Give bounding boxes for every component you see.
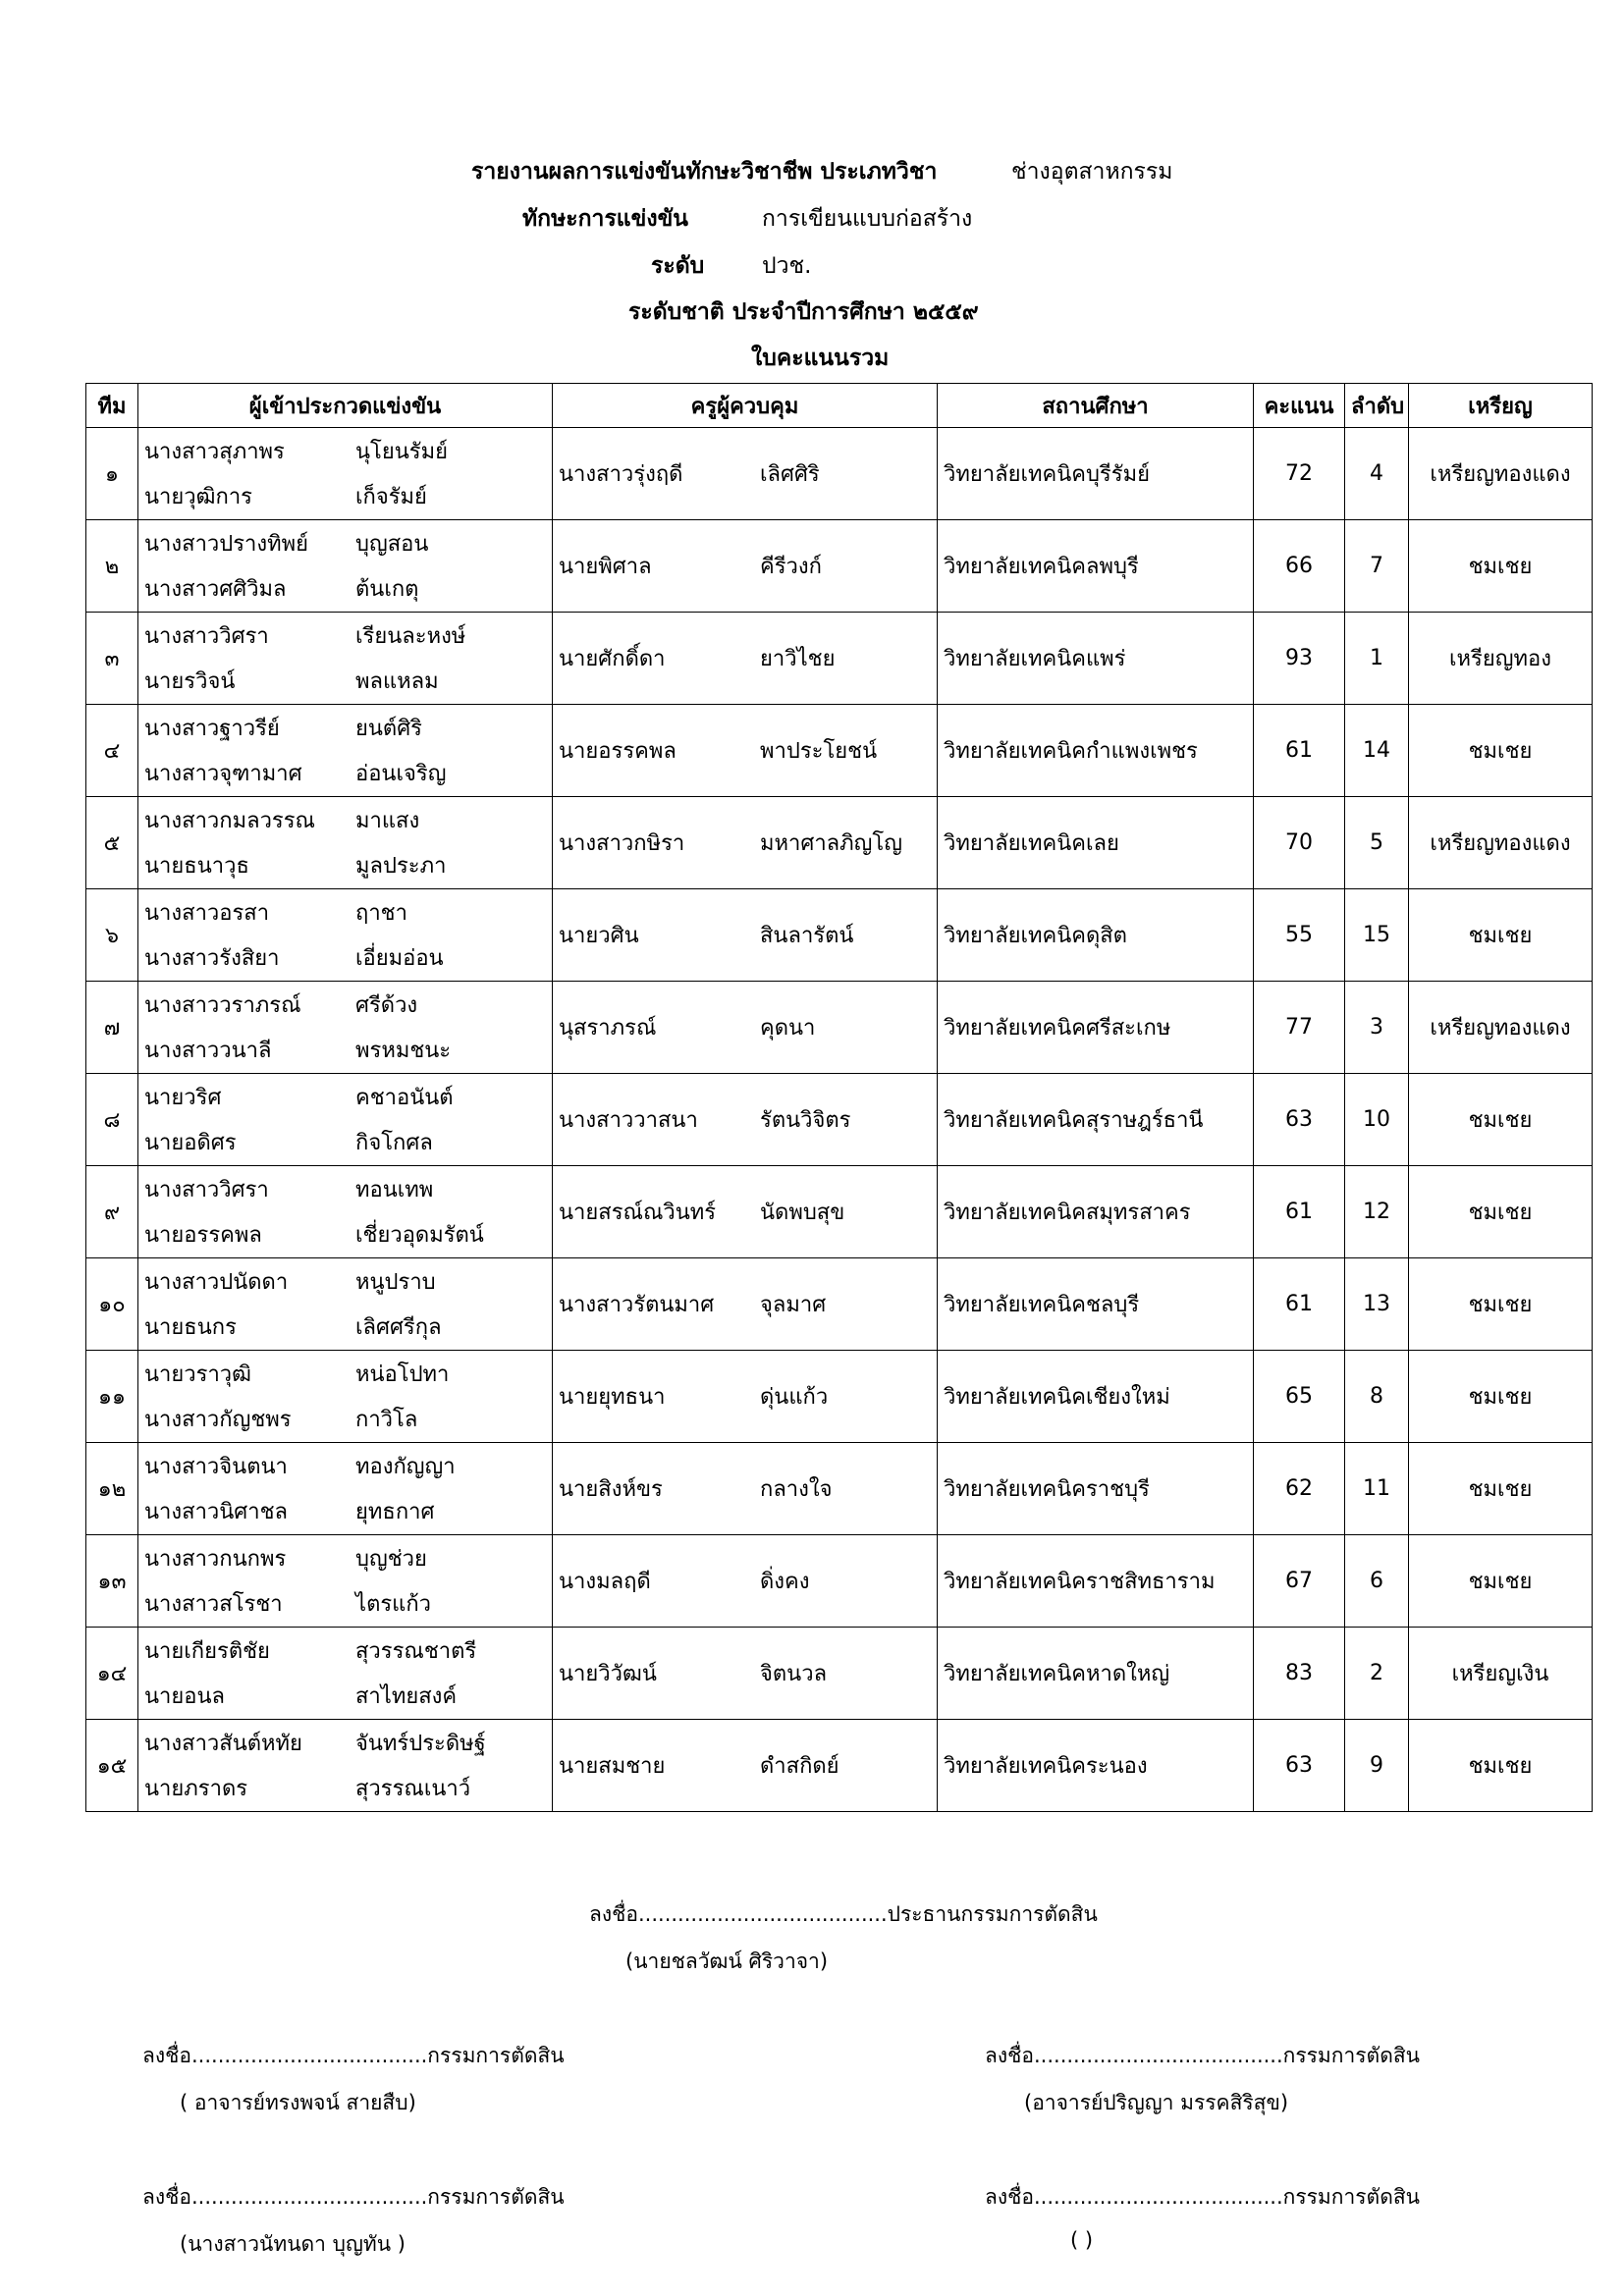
contestant-1-last-name: มาแสง [355,808,420,833]
school-cell: วิทยาลัยเทคนิคศรีสะเกษ [938,982,1254,1074]
table-row [86,520,1593,613]
school-cell: วิทยาลัยเทคนิคระนอง [938,1720,1254,1812]
rank-cell: 3 [1345,982,1409,1074]
contestant-1-first-name: นางสาววราภรณ์ [144,992,301,1018]
teacher-last-name: เลิศศิริ [760,462,820,487]
contestant-2-last-name: พลแหลม [355,669,439,695]
contestant-2 [144,1217,546,1252]
school-cell: วิทยาลัยเทคนิคสุราษฎร์ธานี [938,1074,1254,1166]
contestant-2-first-name: นายวุฒิการ [144,485,252,510]
contestants-cell [138,1351,553,1443]
school-cell: วิทยาลัยเทคนิคลพบุรี [938,520,1254,613]
contestant-1 [144,1264,546,1299]
rank-cell: 13 [1345,1258,1409,1351]
team-number: ๑ [86,428,138,520]
teacher-first-name: นายศักดิ์ดา [559,647,666,671]
score-cell: 70 [1254,797,1345,889]
team-number: ๑๓ [86,1535,138,1628]
teacher-cell [553,1443,938,1535]
judge2-signature-line: ลงชื่อ......................................กรรมการตัดสิน [985,2044,1420,2067]
teacher-first-name: นางสาวรัตนมาศ [559,1293,715,1317]
teacher-first-name: นายสมชาย [559,1754,666,1779]
teacher-cell [553,520,938,613]
chair-name: (นายชลวัฒน์ ศิริวาจา) [625,1949,829,1973]
team-number: ๙ [86,1166,138,1258]
contestants-cell [138,1720,553,1812]
rank-cell: 2 [1345,1628,1409,1720]
contestant-1-last-name: หน่อโปทา [355,1362,450,1387]
contestants-cell [138,1535,553,1628]
medal-cell: ชมเชย [1409,889,1593,982]
contestants-cell [138,1074,553,1166]
table-row [86,705,1593,797]
teacher-cell [553,1166,938,1258]
contestant-2-last-name: กิจโกศล [355,1131,433,1156]
chair-signature-line: ลงชื่อ......................................ประธานกรรมการตัดสิน [589,1902,1098,1926]
contestant-1 [144,895,546,930]
contestant-2-last-name: ต้นเกตุ [355,577,419,603]
school-cell: วิทยาลัยเทคนิคดุสิต [938,889,1254,982]
contestant-1-first-name: นางสาวฐาวรีย์ [144,716,280,741]
judge4-name: ( ) [1070,2228,1094,2252]
team-number: ๑๐ [86,1258,138,1351]
teacher-last-name: ยาวิไชย [760,647,836,671]
judge3-name: (นางสาวนัทนดา บุญทัน ) [180,2232,406,2256]
contestant-2-last-name: เก็จรัมย์ [355,485,427,510]
header-contestants: ผู้เข้าประกวดแข่งขัน [138,384,553,428]
contestant-2-last-name: เชี่ยวอุดมรัตน์ [355,1223,484,1249]
score-cell: 93 [1254,613,1345,705]
header-teacher: ครูผู้ควบคุม [553,384,938,428]
team-number: ๑๑ [86,1351,138,1443]
teacher-first-name: นายวิวัฒน์ [559,1662,657,1686]
medal-cell: เหรียญเงิน [1409,1628,1593,1720]
contestant-1-first-name: นางสาววิศรา [144,623,269,649]
contestant-2 [144,1586,546,1621]
teacher-last-name: จุลมาศ [760,1293,827,1317]
team-number: ๗ [86,982,138,1074]
contestant-1 [144,1726,546,1760]
contestant-1-first-name: นางสาวปนัดดา [144,1269,289,1295]
rank-cell: 9 [1345,1720,1409,1812]
rank-cell: 10 [1345,1074,1409,1166]
teacher-first-name: นางสาวกษิรา [559,831,685,856]
contestant-1-first-name: นายเกียรติชัย [144,1638,270,1664]
report-title: รายงานผลการแข่งขันทักษะวิชาชีพ ประเภทวิชา [471,159,938,185]
contestant-1-last-name: ศรีด้วง [355,992,418,1018]
rank-cell: 14 [1345,705,1409,797]
level-value: ปวช. [762,253,812,279]
table-row [86,1351,1593,1443]
table-row [86,1443,1593,1535]
contestant-2 [144,1033,546,1067]
contestant-2-last-name: สาไทยสงค์ [355,1684,458,1710]
header-rank: ลำดับ [1345,384,1409,428]
rank-cell: 1 [1345,613,1409,705]
rank-cell: 12 [1345,1166,1409,1258]
contestant-1-first-name: นางสาวกมลวรรณ [144,808,315,833]
contestant-1 [144,988,546,1022]
contestant-1-first-name: นางสาววิศรา [144,1177,269,1202]
teacher-last-name: กลางใจ [760,1477,833,1502]
score-cell: 62 [1254,1443,1345,1535]
contestant-2-first-name: นายรวิจน์ [144,669,236,695]
teacher-cell [553,982,938,1074]
medal-cell: ชมเชย [1409,1074,1593,1166]
contestant-2 [144,1309,546,1344]
teacher-first-name: นายอรรคพล [559,739,677,764]
score-cell: 61 [1254,1166,1345,1258]
medal-cell: เหรียญทอง [1409,613,1593,705]
contestant-2 [144,479,546,513]
contestant-1-last-name: จันทร์ประดิษฐ์ [355,1731,486,1756]
report-category: ช่างอุตสาหกรรม [1011,159,1173,185]
contestant-2-last-name: สุวรรณเนาว์ [355,1777,471,1802]
rank-cell: 8 [1345,1351,1409,1443]
contestant-2-last-name: ไตรแก้ว [355,1592,432,1618]
contestant-2 [144,664,546,698]
teacher-last-name: ดิ่งคง [760,1570,810,1594]
contestant-2 [144,756,546,790]
contestant-1-first-name: นางสาวปรางทิพย์ [144,531,309,557]
rank-cell: 11 [1345,1443,1409,1535]
contestants-cell [138,1443,553,1535]
contestants-cell [138,613,553,705]
teacher-cell [553,1351,938,1443]
header-medal: เหรียญ [1409,384,1593,428]
teacher-cell [553,1258,938,1351]
contestant-1-last-name: ทอนเทพ [355,1177,434,1202]
school-cell: วิทยาลัยเทคนิคชลบุรี [938,1258,1254,1351]
score-cell: 66 [1254,520,1345,613]
teacher-last-name: จิตนวล [760,1662,828,1686]
team-number: ๑๔ [86,1628,138,1720]
teacher-first-name: นายสรณ์ณวินทร์ [559,1201,717,1225]
teacher-cell [553,1535,938,1628]
teacher-last-name: สินลารัตน์ [760,924,854,948]
team-number: ๓ [86,613,138,705]
judge3-signature-line: ลงชื่อ....................................กรรมการตัดสิน [142,2185,565,2209]
contestant-1 [144,1357,546,1391]
contestant-1-last-name: หนูปราบ [355,1269,436,1295]
rank-cell: 6 [1345,1535,1409,1628]
teacher-last-name: รัตนวิจิตร [760,1108,851,1133]
skill-value: การเขียนแบบก่อสร้าง [762,206,973,232]
table-row [86,889,1593,982]
teacher-first-name: นายพิศาล [559,555,652,579]
score-cell: 63 [1254,1074,1345,1166]
medal-cell: ชมเชย [1409,1443,1593,1535]
teacher-last-name: ดุ่นแก้ว [760,1385,829,1410]
contestant-2-first-name: นายอดิศร [144,1131,237,1156]
contestant-2-last-name: พรหมชนะ [355,1039,452,1064]
contestant-1-first-name: นายวริศ [144,1085,222,1110]
contestant-2-first-name: นายอนล [144,1684,226,1710]
table-row [86,1535,1593,1628]
contestant-1-first-name: นายวราวุฒิ [144,1362,252,1387]
contestant-2 [144,571,546,606]
teacher-cell [553,1628,938,1720]
contestant-1 [144,711,546,745]
score-cell: 61 [1254,1258,1345,1351]
teacher-last-name: ดำสกิดย์ [760,1754,839,1779]
school-cell: วิทยาลัยเทคนิคสมุทรสาคร [938,1166,1254,1258]
judge4-signature-line: ลงชื่อ......................................กรรมการตัดสิน [985,2185,1420,2209]
teacher-first-name: นายวศิน [559,924,639,948]
contestant-2-first-name: นางสาวจุฑามาศ [144,762,302,787]
contestant-1-last-name: นุโยนรัมย์ [355,439,448,464]
table-row [86,428,1593,520]
skill-label: ทักษะการแข่งขัน [522,206,689,232]
team-number: ๕ [86,797,138,889]
team-number: ๒ [86,520,138,613]
table-row [86,797,1593,889]
contestant-1 [144,618,546,653]
judge2-name: (อาจารย์ปริญญา มรรคสิริสุข) [1024,2091,1289,2114]
teacher-cell [553,705,938,797]
contestant-2-first-name: นายธนาวุธ [144,854,249,880]
teacher-first-name: นุสราภรณ์ [559,1016,657,1041]
teacher-cell [553,613,938,705]
contestant-2-last-name: ยุทธกาศ [355,1500,435,1525]
contestants-cell [138,1258,553,1351]
contestants-cell [138,889,553,982]
table-row [86,1258,1593,1351]
teacher-first-name: นางสาวรุ่งฤดี [559,462,683,487]
medal-cell: ชมเชย [1409,1351,1593,1443]
contestant-1-last-name: คชาอนันต์ [355,1085,454,1110]
contestant-2-last-name: อ่อนเจริญ [355,762,447,787]
contestants-cell [138,1628,553,1720]
contestant-1-last-name: บุญช่วย [355,1546,427,1572]
school-cell: วิทยาลัยเทคนิคราชบุรี [938,1443,1254,1535]
score-cell: 61 [1254,705,1345,797]
medal-cell: ชมเชย [1409,1258,1593,1351]
score-cell: 55 [1254,889,1345,982]
contestants-cell [138,982,553,1074]
rank-cell: 5 [1345,797,1409,889]
contestant-1 [144,1080,546,1114]
teacher-cell [553,797,938,889]
contestants-cell [138,705,553,797]
medal-cell: ชมเชย [1409,1535,1593,1628]
school-cell: วิทยาลัยเทคนิคแพร่ [938,613,1254,705]
table-row [86,1166,1593,1258]
contestants-cell [138,797,553,889]
contestant-2-first-name: นางสาวศศิวิมล [144,577,287,603]
contestant-1 [144,1541,546,1575]
contestant-2-first-name: นางสาวกัญชพร [144,1408,292,1433]
score-cell: 83 [1254,1628,1345,1720]
contestant-1 [144,1633,546,1668]
team-number: ๑๕ [86,1720,138,1812]
contestant-2-first-name: นางสาวสโรชา [144,1592,283,1618]
contestant-2 [144,940,546,975]
teacher-last-name: คุดนา [760,1016,816,1041]
contestant-1-last-name: ยนต์ศิริ [355,716,422,741]
rank-cell: 7 [1345,520,1409,613]
contestants-cell [138,520,553,613]
contestant-2-first-name: นายธนกร [144,1315,237,1341]
contestant-2-last-name: เลิศศรีกุล [355,1315,442,1341]
table-row [86,982,1593,1074]
table-row [86,1074,1593,1166]
contestant-2-last-name: กาวิโล [355,1408,418,1433]
judge1-signature-line: ลงชื่อ....................................กรรมการตัดสิน [142,2044,565,2067]
teacher-last-name: คีรีวงก์ [760,555,822,579]
contestant-2 [144,1402,546,1436]
teacher-first-name: นายยุทธนา [559,1385,666,1410]
level-label: ระดับ [651,253,705,279]
school-cell: วิทยาลัยเทคนิคราชสิทธาราม [938,1535,1254,1628]
contestant-2-first-name: นายภราดร [144,1777,248,1802]
contestant-2 [144,1125,546,1159]
year-line: ระดับชาติ ประจำปีการศึกษา ๒๕๕๙ [628,299,979,325]
contestant-2-last-name: เอี่ยมอ่อน [355,946,444,972]
score-cell: 72 [1254,428,1345,520]
contestant-1-first-name: นางสาวกนกพร [144,1546,287,1572]
contestant-2 [144,848,546,882]
score-cell: 63 [1254,1720,1345,1812]
header-team: ทีม [86,384,138,428]
contestant-2 [144,1771,546,1805]
contestant-1-last-name: สุวรรณชาตรี [355,1638,477,1664]
rank-cell: 15 [1345,889,1409,982]
contestant-1-last-name: ทองกัญญา [355,1454,456,1479]
school-cell: วิทยาลัยเทคนิคบุรีรัมย์ [938,428,1254,520]
school-cell: วิทยาลัยเทคนิคเลย [938,797,1254,889]
school-cell: วิทยาลัยเทคนิคเชียงใหม่ [938,1351,1254,1443]
teacher-first-name: นายสิงห์ขร [559,1477,663,1502]
contestant-1-first-name: นางสาวสุภาพร [144,439,285,464]
contestants-cell [138,428,553,520]
teacher-last-name: นัดพบสุข [760,1201,845,1225]
medal-cell: ชมเชย [1409,520,1593,613]
teacher-cell [553,1720,938,1812]
team-number: ๘ [86,1074,138,1166]
score-cell: 67 [1254,1535,1345,1628]
contestant-2-last-name: มูลประภา [355,854,447,880]
contestant-1-first-name: นางสาวจินตนา [144,1454,288,1479]
contestant-2-first-name: นางสาวรังสิยา [144,946,280,972]
results-table [85,383,1593,1812]
contestant-1 [144,1449,546,1483]
contestant-2 [144,1494,546,1528]
team-number: ๑๒ [86,1443,138,1535]
contestant-1 [144,1172,546,1206]
teacher-first-name: นางมลฤดี [559,1570,651,1594]
contestant-1-first-name: นางสาวสันต์หทัย [144,1731,302,1756]
contestant-2-first-name: นางสาววนาลี [144,1039,272,1064]
medal-cell: เหรียญทองแดง [1409,797,1593,889]
table-row [86,613,1593,705]
contestant-1-last-name: เรียนละหงษ์ [355,623,466,649]
table-row [86,1628,1593,1720]
teacher-cell [553,889,938,982]
contestant-1 [144,803,546,837]
teacher-last-name: พาประโยชน์ [760,739,878,764]
team-number: ๖ [86,889,138,982]
team-number: ๔ [86,705,138,797]
rank-cell: 4 [1345,428,1409,520]
teacher-cell [553,428,938,520]
table-row [86,1720,1593,1812]
medal-cell: ชมเชย [1409,705,1593,797]
table-header-row [86,384,1593,428]
contestant-2-first-name: นางสาวนิศาชล [144,1500,289,1525]
score-cell: 65 [1254,1351,1345,1443]
contestant-2 [144,1679,546,1713]
school-cell: วิทยาลัยเทคนิคหาดใหญ่ [938,1628,1254,1720]
contestant-1 [144,526,546,561]
medal-cell: เหรียญทองแดง [1409,982,1593,1074]
header-score: คะแนน [1254,384,1345,428]
teacher-last-name: มหาศาลภิญโญ [760,831,902,856]
medal-cell: ชมเชย [1409,1720,1593,1812]
medal-cell: เหรียญทองแดง [1409,428,1593,520]
judge1-name: ( อาจารย์ทรงพจน์ สายสืบ) [180,2091,416,2114]
contestant-1-last-name: บุญสอน [355,531,429,557]
header-school: สถานศึกษา [938,384,1254,428]
medal-cell: ชมเชย [1409,1166,1593,1258]
teacher-first-name: นางสาววาสนา [559,1108,698,1133]
contestant-1-last-name: ฤาชา [355,900,407,926]
school-cell: วิทยาลัยเทคนิคกำแพงเพชร [938,705,1254,797]
contestant-2-first-name: นายอรรคพล [144,1223,262,1249]
contestant-1-first-name: นางสาวอรสา [144,900,270,926]
contestants-cell [138,1166,553,1258]
sheet-title: ใบคะแนนรวม [751,346,890,371]
score-cell: 77 [1254,982,1345,1074]
contestant-1 [144,434,546,468]
teacher-cell [553,1074,938,1166]
